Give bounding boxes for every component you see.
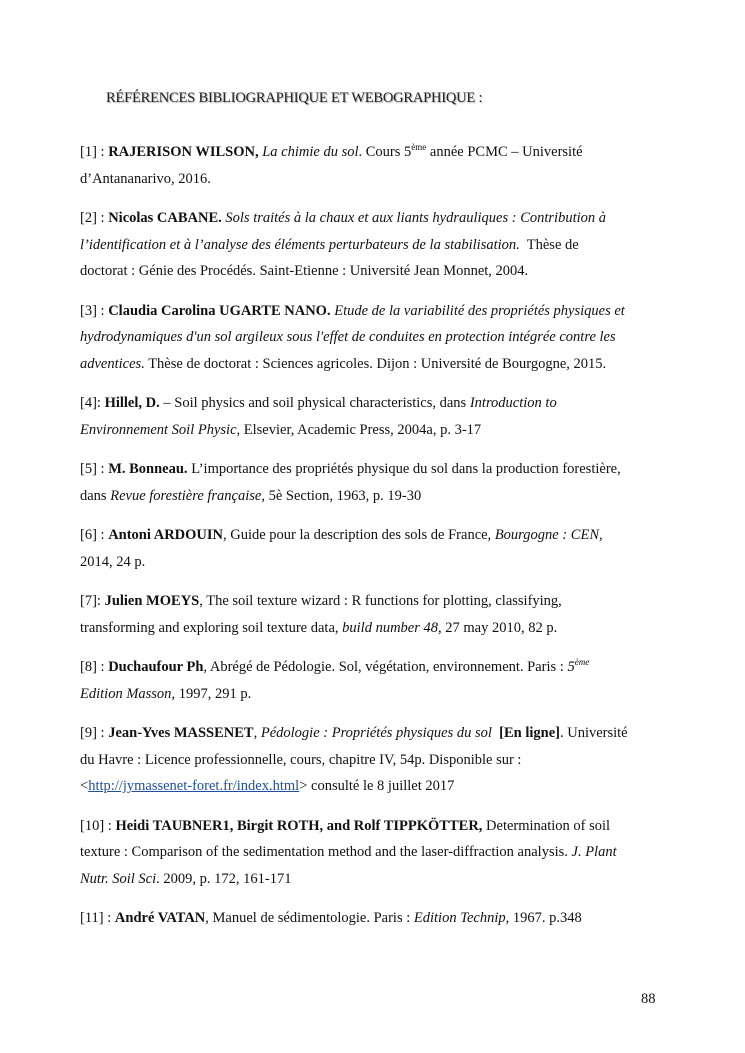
text-segment: . 2009, p. 172, 161-171 [156,870,292,887]
italic-title: Bourgogne : CEN, [494,527,603,543]
italic-title: Sols traités à la chaux et aux liants hydrauliques : Contribution à [225,210,607,226]
text-segment: , Guide pour la description des sols de France, [223,527,495,543]
text-segment: texture : Comparison of the sedimentation method and the laser-diffraction analysis. [80,844,572,860]
author-name: Hillel, D. [104,395,160,411]
text-segment: Determination of soil [482,817,611,834]
reference-line [80,324,670,351]
text-segment: doctorat : Génie des Procédés. Saint-Etienne : Université Jean Monnet, 2004. [80,263,529,279]
text-segment: [3] : [80,302,109,319]
reference-line [80,456,670,483]
text-segment: . Université [559,725,628,741]
text-segment: d’Antananarivo, 2016. [80,170,211,187]
reference-item-8 [80,654,670,707]
reference-line [80,232,670,259]
reference-item-3 [80,298,670,378]
text-segment: , The soil texture wizard : R functions for plotting, classifying, [199,593,562,609]
page-number: 88 [641,991,656,1007]
reference-line [80,417,670,444]
text-segment: , Abrégé de Pédologie. Sol, végétation, environnement. Paris : [203,659,568,675]
text-segment: [2] : [80,210,109,226]
italic-title: adventices. [80,355,145,372]
italic-title: build number 48 [342,619,438,636]
text-segment: transforming and exploring soil texture data, [80,619,343,636]
text-segment: , 1997, 291 p. [171,685,252,702]
reference-line [80,866,670,893]
web-link[interactable]: http://jymassenet-foret.fr/index.html [88,778,300,794]
author-name: Claudia Carolina UGARTE NANO. [108,302,331,319]
italic-title: hydrodynamiques d'un sol argileux sous l'effet de conduites en protection intégrée contre les [80,329,616,345]
reference-line [80,654,670,681]
text-segment: année PCMC – Université [426,144,583,160]
reference-line [80,813,670,840]
text-segment: , Elsevier, Academic Press, 2004a, p. 3-17 [236,421,482,438]
reference-line [80,549,670,576]
author-name: Heidi TAUBNER1, Birgit ROTH, and Rolf TIPPKÖTTER, [115,817,483,834]
reference-line [80,681,670,708]
text-segment: – Soil physics and soil physical characteristics, dans [159,395,470,411]
text-segment: [6] : [80,527,109,543]
text-segment: L’importance des propriétés physique du sol dans la production forestière, [187,461,621,477]
reference-item-2 [80,205,670,285]
text-segment: [1] : [80,144,109,160]
reference-line [80,615,670,642]
text-segment: 2014, 24 p. [80,553,146,570]
text-segment: > consulté le 8 juillet 2017 [299,778,455,794]
text-segment: [7]: [80,593,105,609]
author-name: RAJERISON WILSON, [108,144,259,160]
text-segment: dans [80,487,111,504]
reference-line [80,588,670,615]
author-name: M. Bonneau. [108,461,188,477]
italic-title: La chimie du sol [262,144,359,160]
italic-title: J. Plant [571,844,617,860]
text-segment: [9] : [80,725,109,741]
italic-title: 5 [567,659,575,675]
reference-item-5 [80,456,670,509]
italic-title: Environnement Soil Physic [80,421,237,438]
text-segment: du Havre : Licence professionnelle, cours, chapitre IV, 54p. Disponible sur : [80,751,522,768]
text-segment: . Cours 5 [358,144,412,160]
reference-line [80,205,670,232]
italic-title: Nutr. Soil Sci [80,870,157,887]
author-name: Duchaufour Ph [108,659,204,675]
text-segment: < [80,778,89,794]
author-name: [En ligne] [499,725,560,741]
reference-item-7 [80,588,670,641]
reference-item-6 [80,522,670,575]
italic-title: Edition Technip [413,910,506,926]
text-segment: [5] : [80,461,109,477]
text-segment: [10] : [80,817,116,834]
text-segment: , Manuel de sédimentologie. Paris : [205,910,414,926]
italic-title: Introduction to [469,395,557,411]
text-segment: , 1967. p.348 [505,910,582,926]
reference-list [80,139,670,945]
author-name: Antoni ARDOUIN [108,527,223,543]
text-segment: Thèse de doctorat : Sciences agricoles. Dijon : Université de Bourgogne, 2015. [144,355,607,372]
reference-line [80,522,670,549]
italic-title: Revue forestière française [110,487,262,504]
text-segment: [4]: [80,395,105,411]
text-segment: , [253,725,261,741]
reference-item-4 [80,390,670,443]
reference-item-10 [80,813,670,893]
reference-line [80,483,670,510]
reference-line [80,839,670,866]
reference-line [80,773,670,800]
text-segment: Thèse de [519,236,579,253]
author-name: André VATAN [114,910,206,926]
author-name: Nicolas CABANE. [108,210,222,226]
text-segment: , 27 may 2010, 82 p. [438,619,558,636]
text-segment: [8] : [80,659,109,675]
reference-line [80,258,670,285]
reference-item-1 [80,139,670,192]
reference-line [80,905,670,932]
text-segment: , 5è Section, 1963, p. 19-30 [261,487,422,504]
text-segment: [11] : [80,910,115,926]
reference-line [80,298,670,325]
reference-line [80,747,670,774]
page-title: RÉFÉRENCES BIBLIOGRAPHIQUE ET WEBOGRAPHIQUE : [106,90,483,106]
reference-line [80,139,670,166]
reference-line [80,720,670,747]
italic-title: l’identification et à l’analyse des éléments perturbateurs de la stabilisation. [80,236,520,253]
author-name: Julien MOEYS [104,593,200,609]
superscript: ème [411,142,427,152]
reference-line [80,351,670,378]
reference-item-9 [80,720,670,800]
reference-item-11 [80,905,670,932]
author-name: Jean-Yves MASSENET [108,725,254,741]
reference-line [80,390,670,417]
italic-title: Edition Masson [80,685,172,702]
superscript: ème [574,657,590,667]
italic-title: Etude de la variabilité des propriétés physiques et [334,302,625,319]
italic-title: Pédologie : Propriétés physiques du sol [260,725,492,741]
reference-line [80,166,670,193]
